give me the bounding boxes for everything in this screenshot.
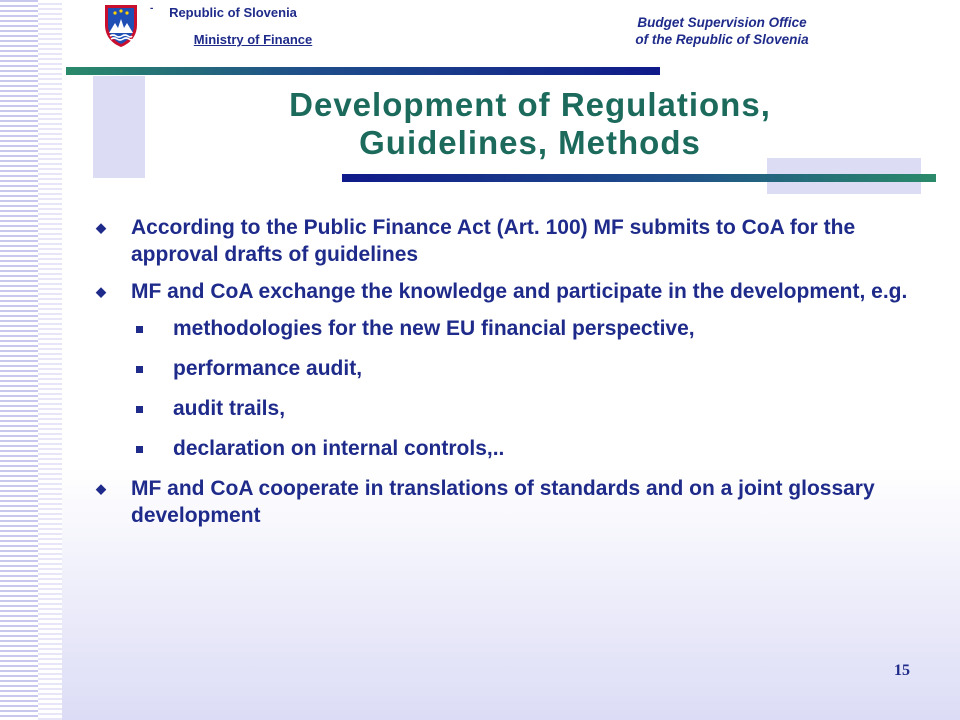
sub-list-item: performance audit, [136,355,916,382]
sub-list-item: audit trails, [136,395,916,422]
list-item: ◆ According to the Public Finance Act (Art. 100) MF submits to CoA for the approval drafts of guidelines [96,216,856,266]
slide-title [190,86,870,162]
ministry-name: - Republic of Slovenia Ministry of Finance [148,4,318,61]
top-accent-bar [66,67,660,75]
square-bullet-icon [136,396,156,423]
bullet-list [96,214,916,539]
slovenia-coat-of-arms-icon [103,3,139,49]
office-line-2: of the Republic of Slovenia [635,32,809,47]
square-bullet-icon [136,436,156,463]
diamond-bullet-icon: ◆ [96,220,106,235]
title-line-2: Guidelines, Methods [359,124,701,161]
decorative-stripes [0,0,62,720]
diamond-bullet-icon: ◆ [96,284,106,299]
square-bullet-icon [136,316,156,343]
republic-label: Republic of Slovenia [169,5,297,20]
sub-list-item: methodologies for the new EU financial perspective, [136,315,916,342]
square-bullet-icon [136,356,156,383]
office-line-1: Budget Supervision Office [637,15,807,30]
office-name [600,14,844,48]
diamond-bullet-icon: ◆ [96,481,106,496]
title-line-1: Development of Regulations, [289,86,771,123]
accent-block-left [93,76,145,178]
page-number: 15 [894,662,910,679]
list-item: ◆ MF and CoA cooperate in translations of standards and on a joint glossary development [96,477,875,527]
list-item: ◆ MF and CoA exchange the knowledge and participate in the development, e.g. [96,280,908,303]
ministry-label: Ministry of Finance [193,32,313,47]
sub-list-item: declaration on internal controls,.. [136,435,916,462]
bottom-accent-bar [342,174,936,182]
